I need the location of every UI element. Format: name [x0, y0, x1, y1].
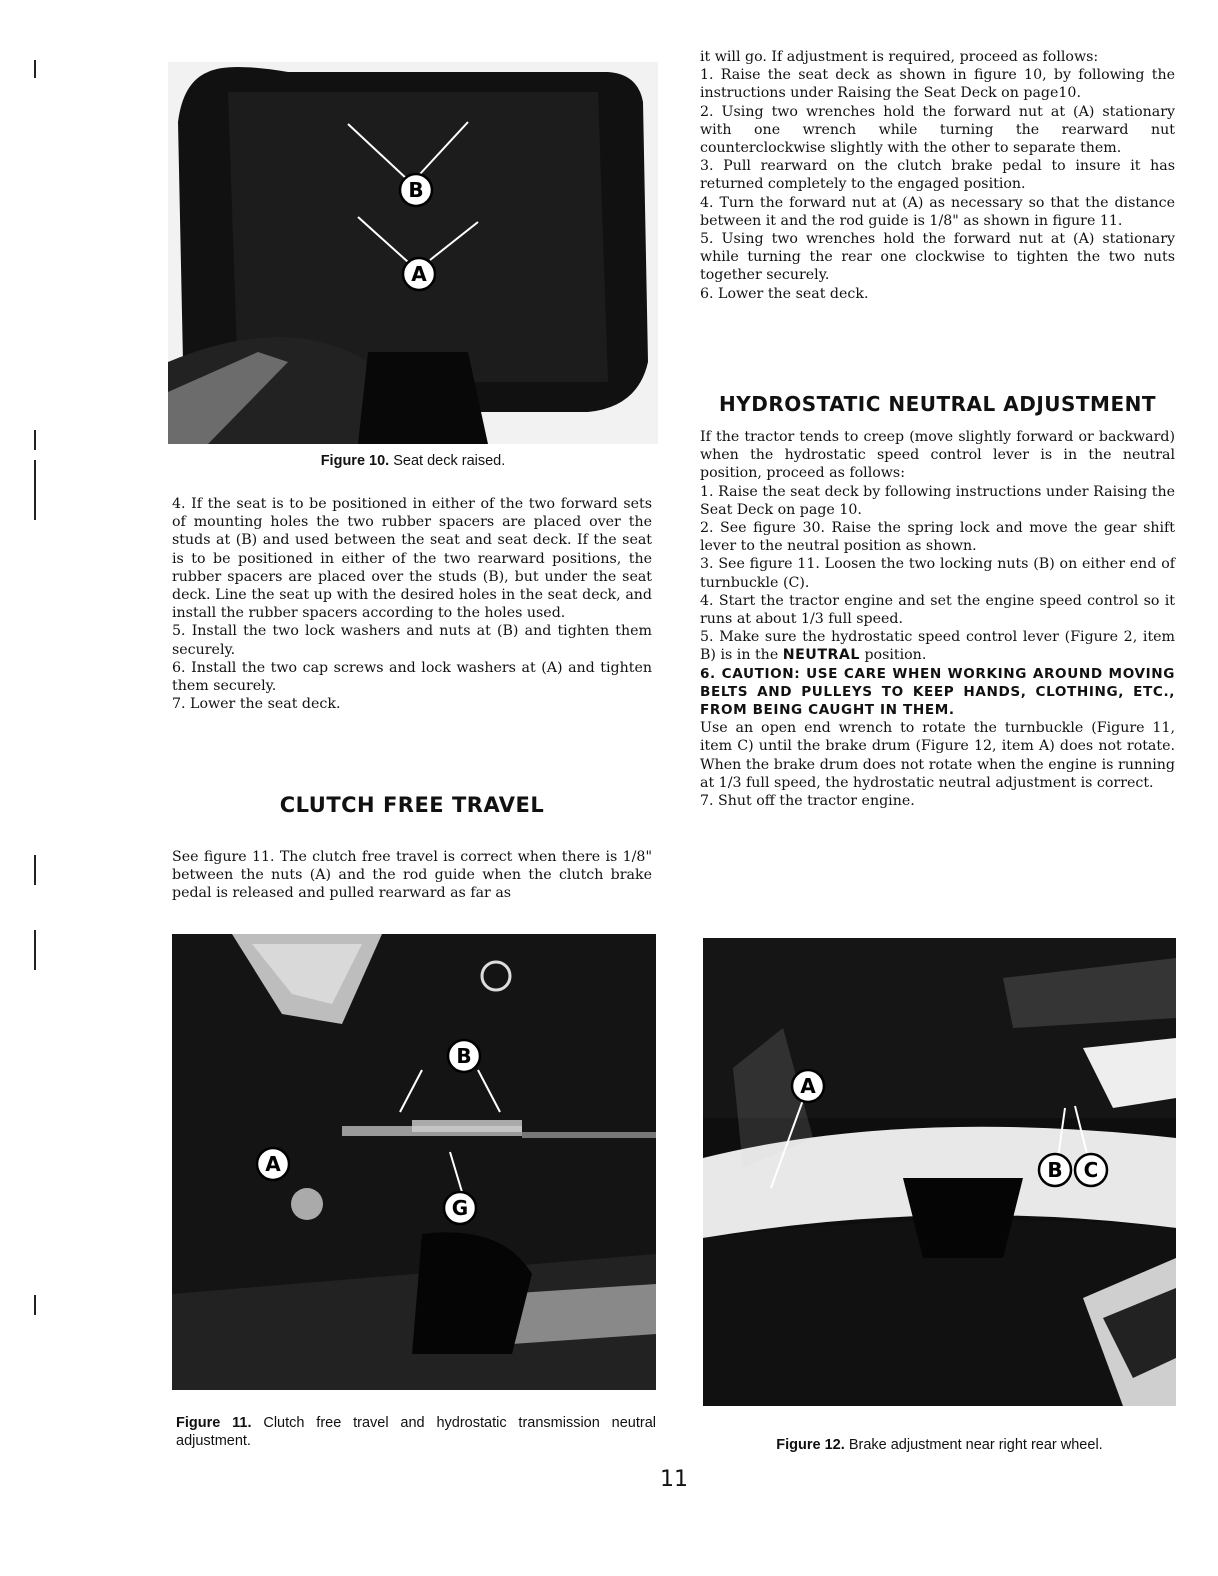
left-step-4: 4. If the seat is to be positioned in either of the two forward sets of mounting holes the two rubber spacers are placed over the studs at (B) and used between the seat and seat deck. If the seat is to be positioned in either of the two rearward positions, the rubber spacers are placed over the studs (B), but under the seat deck. Line the seat up with the desired holes in the seat deck, and install the rubber spacers according to the holes used.: [172, 496, 652, 622]
figure-11-label-a-text: A: [265, 1152, 281, 1176]
figure-10-caption-text: Seat deck raised.: [393, 453, 506, 469]
caution-notice: 6. CAUTION: USE CARE WHEN WORKING AROUND MOVING BELTS AND PULLEYS TO KEEP HANDS, CLOTHING, ETC., FROM BEING CAUGHT IN THEM.: [700, 665, 1175, 719]
hydro-step-5: [700, 628, 1175, 664]
figure-10-caption-label: Figure 10.: [320, 453, 390, 469]
figure-11-caption-text: Clutch free travel and hydrostatic transmission neutral adjustment.: [176, 1415, 656, 1449]
figure-12-label-a-text: A: [800, 1074, 816, 1098]
figure-10-photo: [168, 62, 658, 444]
figure-11-label-b-text: B: [456, 1044, 472, 1068]
clutch-free-travel-heading: CLUTCH FREE TRAVEL: [279, 793, 545, 817]
margin-mark: [34, 855, 36, 885]
margin-mark: [34, 60, 36, 78]
figure-10-label-b-text: B: [408, 178, 424, 202]
figure-11-label-g-text: G: [451, 1196, 469, 1220]
left-step-6: 6. Install the two cap screws and lock washers at (A) and tighten them securely.: [172, 659, 652, 695]
margin-mark: [34, 930, 36, 970]
hydro-step-1: 1. Raise the seat deck by following instructions under Raising the Seat Deck on page 10.: [700, 483, 1175, 518]
figure-11-photo: [172, 934, 656, 1390]
figure-11-caption-label: Figure 11.: [176, 1415, 252, 1431]
clutch-step-5: 5. Using two wrenches hold the forward nut at (A) stationary while turning the rear one clockwise to tighten the two nuts together securely.: [700, 231, 1175, 284]
figure-10-caption: [168, 452, 658, 470]
hydro-step-2: 2. See figure 30. Raise the spring lock and move the gear shift lever to the neutral position as shown.: [700, 520, 1175, 555]
margin-mark: [34, 460, 36, 520]
neutral-emphasis: NEUTRAL: [782, 647, 860, 664]
figure-10-label-a-text: A: [411, 262, 427, 286]
margin-mark: [34, 430, 36, 450]
clutch-step-1: 1. Raise the seat deck as shown in figure 10, by following the instructions under Raising the Seat Deck on page10.: [700, 67, 1175, 102]
hydro-step-3: 3. See figure 11. Loosen the two locking nuts (B) on either end of turnbuckle (C).: [700, 556, 1175, 591]
left-column-text: [172, 495, 652, 713]
figure-12-photo: [703, 938, 1176, 1406]
hydro-step-5-text: 5. Make sure the hydrostatic speed control lever (Figure 2, item B) is in the: [700, 629, 1175, 664]
clutch-step-3: 3. Pull rearward on the clutch brake pedal to insure it has returned completely to the engaged position.: [700, 158, 1175, 193]
left-step-5: 5. Install the two lock washers and nuts at (B) and tighten them securely.: [172, 623, 652, 658]
hydro-step-5-end: position.: [859, 647, 927, 664]
clutch-continuation: it will go. If adjustment is required, proceed as follows:: [700, 49, 1099, 65]
figure-12-label-c-text: C: [1083, 1158, 1099, 1182]
hydro-step-6-body: Use an open end wrench to rotate the turnbuckle (Figure 11, item C) until the brake drum (Figure 12, item A) does not rotate. When the brake drum does not rotate when the engine is running at 1/3 full speed, the hydrostatic neutral adjustment is correct.: [700, 720, 1175, 791]
hydro-step-4: 4. Start the tractor engine and set the engine speed control so it runs at about 1/3 full speed.: [700, 592, 1175, 628]
figure-12-label-b-text: B: [1047, 1158, 1063, 1182]
right-column-text: [700, 48, 1175, 303]
hydro-step-7: 7. Shut off the tractor engine.: [700, 793, 915, 810]
hydro-intro: If the tractor tends to creep (move slightly forward or backward) when the hydrostatic speed control lever is in the neutral position, proceed as follows:: [700, 429, 1175, 482]
figure-12-caption-text: Brake adjustment near right rear wheel.: [848, 1437, 1103, 1453]
hydrostatic-heading: HYDROSTATIC NEUTRAL ADJUSTMENT: [719, 392, 1156, 416]
figure-11-caption: [176, 1414, 656, 1450]
figure-12-caption-label: Figure 12.: [776, 1437, 845, 1453]
clutch-step-2: 2. Using two wrenches hold the forward nut at (A) stationary with one wrench while turning the rearward nut counterclockwise slightly with the other to separate them.: [700, 103, 1175, 157]
figure-12-caption: [703, 1436, 1176, 1454]
clutch-step-4: 4. Turn the forward nut at (A) as necessary so that the distance between it and the rod guide is 1/8" as shown in figure 11.: [700, 194, 1175, 229]
page-number: 11: [660, 1467, 688, 1492]
hydrostatic-text: [700, 428, 1175, 810]
clutch-step-6: 6. Lower the seat deck.: [700, 285, 869, 302]
left-step-7: 7. Lower the seat deck.: [172, 696, 341, 713]
clutch-intro: See figure 11. The clutch free travel is correct when there is 1/8" between the nuts (A) and the rod guide when the clutch brake pedal is released and pulled rearward as far as: [172, 849, 652, 902]
margin-mark: [34, 1295, 36, 1315]
